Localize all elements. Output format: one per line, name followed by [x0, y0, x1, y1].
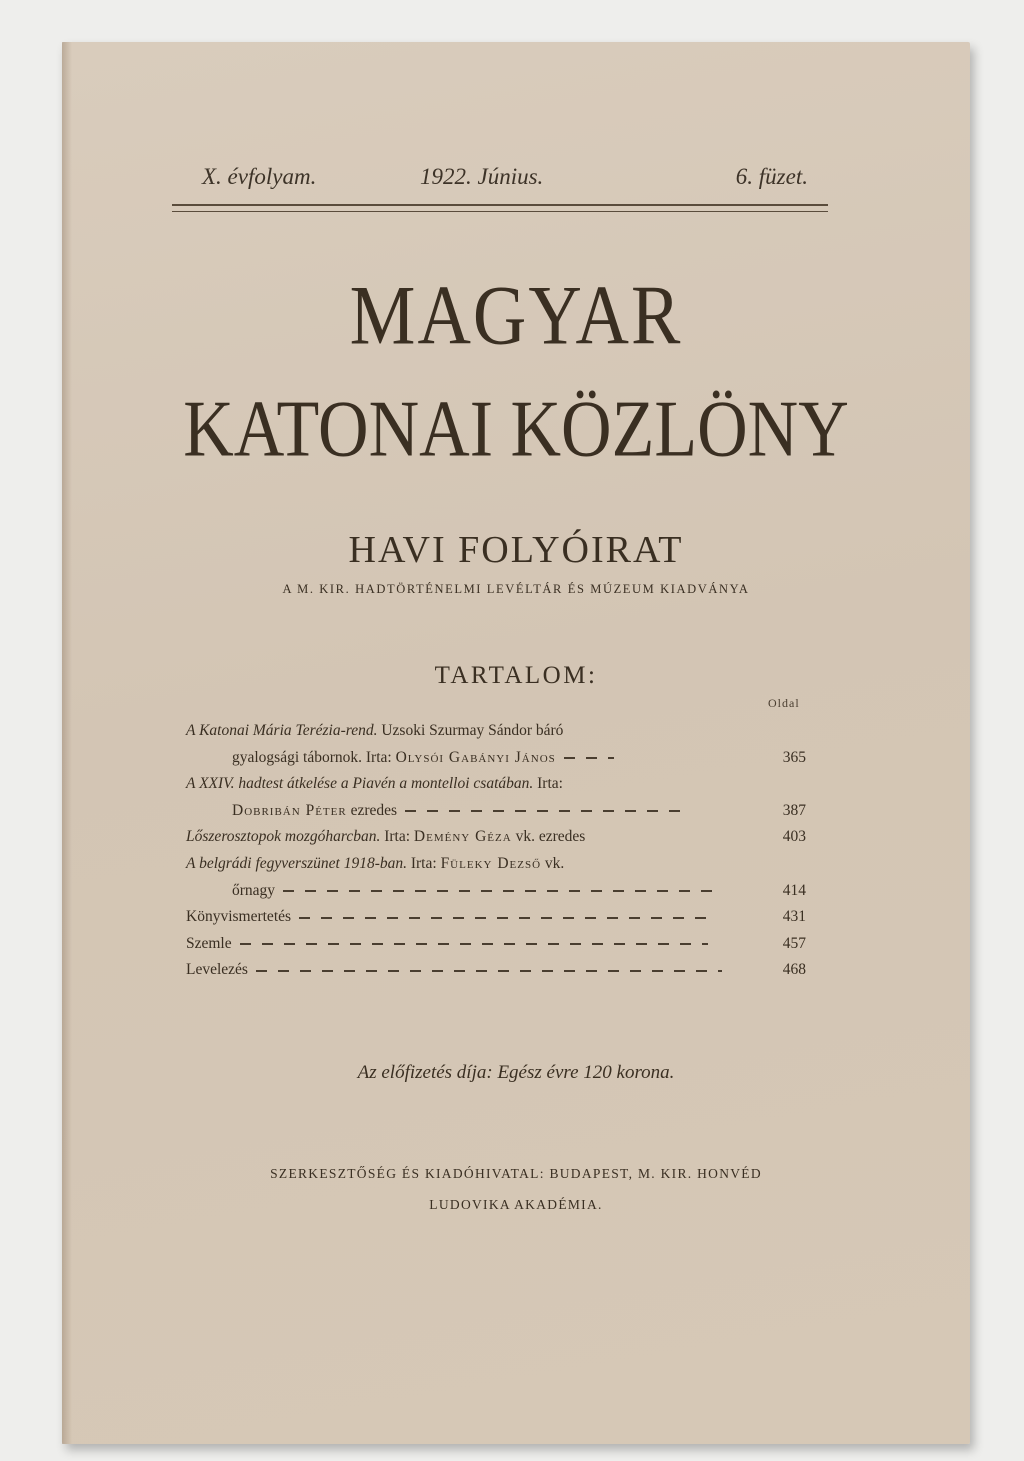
editorial-address-line-2: LUDOVIKA AKADÉMIA.: [429, 1197, 603, 1212]
header-divider: [172, 204, 828, 212]
toc-entry-page: 387: [782, 801, 806, 819]
toc-entry-text: [186, 718, 563, 745]
toc-entry-text: [232, 798, 397, 825]
leader-dots: [240, 943, 708, 945]
toc-row: [186, 957, 806, 984]
toc-entry-author: Demény Géza: [413, 828, 512, 846]
leader-dots: [256, 970, 722, 972]
leader-dots: [564, 757, 614, 759]
toc-entry-page: 414: [782, 881, 806, 899]
toc-entry-text: Szemle: [186, 934, 232, 952]
toc-page-label: Oldal: [768, 696, 800, 710]
issue-number: 6. füzet.: [735, 164, 808, 189]
toc-entry-text: [186, 824, 585, 851]
magazine-cover: [62, 42, 970, 1444]
toc-entry-text: őrnagy: [232, 881, 276, 899]
publisher-line: A M. KIR. HADTÖRTÉNELMI LEVÉLTÁR ÉS MÚZEUM KIADVÁNYA: [282, 582, 750, 596]
toc-entry-title: A Katonai Mária Terézia-rend.: [186, 722, 378, 739]
toc-heading: TARTALOM:: [434, 662, 598, 689]
leader-dots: [299, 917, 709, 919]
volume-label: X. évfolyam.: [202, 164, 317, 189]
issue-header: [172, 164, 828, 204]
toc-entry-text: Könyvismertetés: [186, 908, 292, 926]
issue-date: 1922. Június.: [420, 164, 544, 189]
toc-entry-author: Olysói Gabányi János: [395, 748, 556, 766]
toc-row: [186, 798, 806, 825]
toc-entry-text: [186, 771, 563, 798]
toc-entry-title: A belgrádi fegyverszünet 1918-ban.: [186, 854, 407, 872]
toc-entry-author: Füleky Dezső: [440, 854, 542, 872]
toc-row: [186, 878, 806, 905]
toc-entry-page: 468: [782, 961, 806, 979]
toc-entry-rest: Irta:: [406, 854, 441, 872]
toc-entry-text: Levelezés: [186, 961, 248, 979]
spine-shadow: [62, 42, 72, 1444]
toc-entry-rest: Irta:: [380, 828, 414, 846]
toc-entry-rest2: vk. ezredes: [511, 828, 586, 846]
toc-row: [186, 931, 806, 958]
toc-row: [186, 771, 806, 798]
toc-entry-title: gyalogsági tábornok. Irta:: [232, 748, 396, 766]
toc-entry-page: 365: [782, 748, 806, 766]
toc-row: [186, 824, 806, 851]
toc-entry-rest: Uzsoki Szurmay Sándor báró: [377, 722, 564, 739]
title-line-1: MAGYAR: [349, 268, 683, 364]
toc-entry-author: Dobribán Péter: [232, 801, 347, 819]
toc-entry-text: [232, 745, 556, 772]
toc-entry-rest: Irta:: [533, 775, 563, 793]
subscription-price: Az előfizetés díja: Egész évre 120 korona.: [357, 1062, 675, 1083]
toc-entry-page: 457: [782, 934, 806, 952]
toc-entry-page: 403: [782, 828, 806, 846]
toc-row: [186, 718, 806, 745]
leader-dots: [405, 810, 683, 812]
toc-row: [186, 745, 806, 772]
subtitle: HAVI FOLYÓIRAT: [348, 529, 684, 571]
toc-entry-rest: ezredes: [346, 801, 398, 819]
toc-entry-text: [186, 851, 564, 878]
toc-entry-rest2: vk.: [541, 854, 565, 872]
title-line-2: KATONAI KÖZLÖNY: [183, 385, 849, 474]
toc-entry-title: A XXIV. hadtest átkelése a Piavén a montelloi csatában.: [186, 775, 534, 793]
editorial-address-line-1: SZERKESZTŐSÉG ÉS KIADÓHIVATAL: BUDAPEST, M. KIR. HONVÉD: [270, 1166, 762, 1181]
toc-entry-title: Lőszerosztopok mozgóharcban.: [186, 828, 381, 846]
leader-dots: [283, 890, 713, 892]
table-of-contents: [186, 718, 806, 984]
toc-entry-page: 431: [782, 908, 806, 926]
toc-row: [186, 904, 806, 931]
toc-row: [186, 851, 806, 878]
